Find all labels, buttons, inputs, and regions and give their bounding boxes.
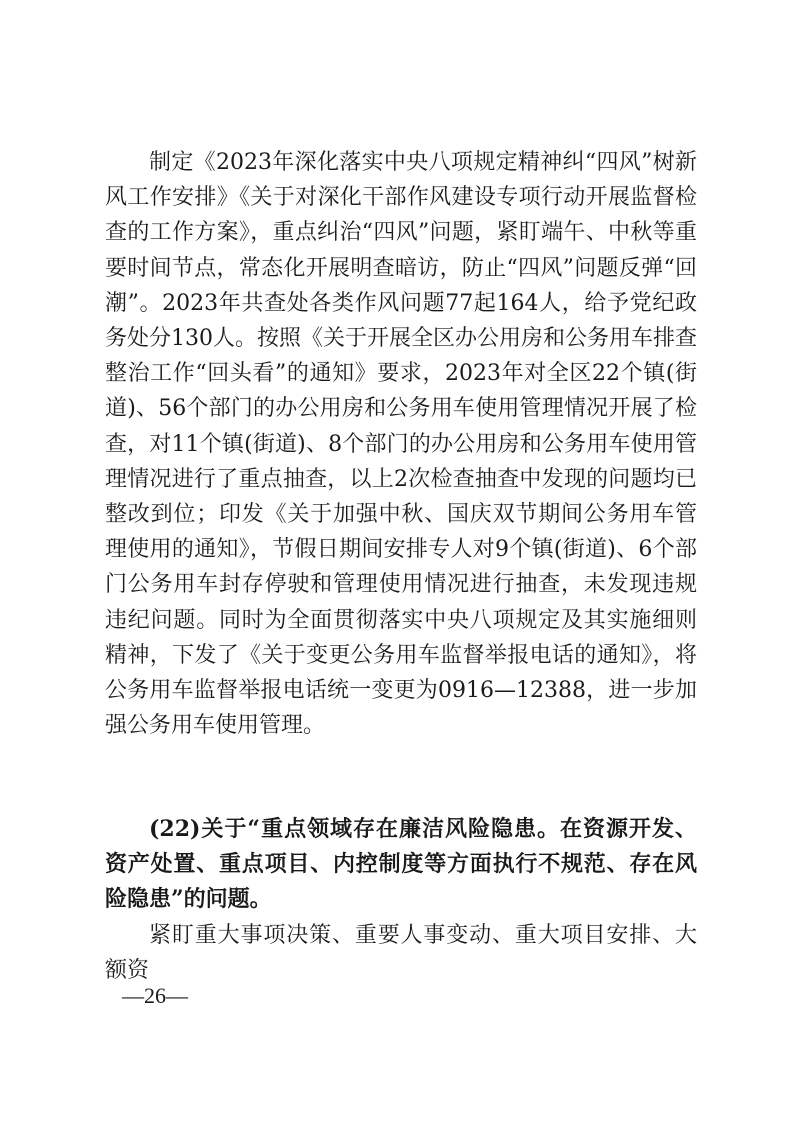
section-heading: (22)关于“重点领域存在廉洁风险隐患。在资源开发、资产处置、重点项目、内控制度等方面执行不规范、存在风险隐患”的问题。 [105, 816, 697, 913]
body-paragraph-continued: 紧盯重大事项决策、重要人事变动、重大项目安排、大额资 [105, 923, 697, 984]
page-number: —26— [122, 983, 188, 1008]
body-paragraph: 制定《2023年深化落实中央八项规定精神纠“四风”树新风工作安排》《关于对深化干部作风建设专项行动开展监督检查的工作方案》，重点纠治“四风”问题，紧盯端午、中秋等重要时间节点，常态化开展明查暗访，防止“四风”问题反弹“回潮”。2023年共查处各类作风问题77起164人，给予党纪政务处分130人。按照《关于开展全区办公用房和公务用车排查整治工作“回头看”的通知》要求，2023年对全区22个镇(街道)、56个部门的办公用房和公务用车使用管理情况开展了检查，对11个镇(街道)、8个部门的办公用房和公务用车使用管理情况进行了重点抽查，以上2次检查抽查中发现的问题均已整改到位；印发《关于加强中秋、国庆双节期间公务用车管理使用的通知》，节假日期间安排专人对9个镇(街道)、6个部门公务用车封存停驶和管理使用情况进行抽查，未发现违规违纪问题。同时为全面贯彻落实中央八项规定及其实施细则精神，下发了《关于变更公务用车监督举报电话的通知》，将公务用车监督举报电话统一变更为0916—12388，进一步加强公务用车使用管理。 [105, 150, 697, 739]
